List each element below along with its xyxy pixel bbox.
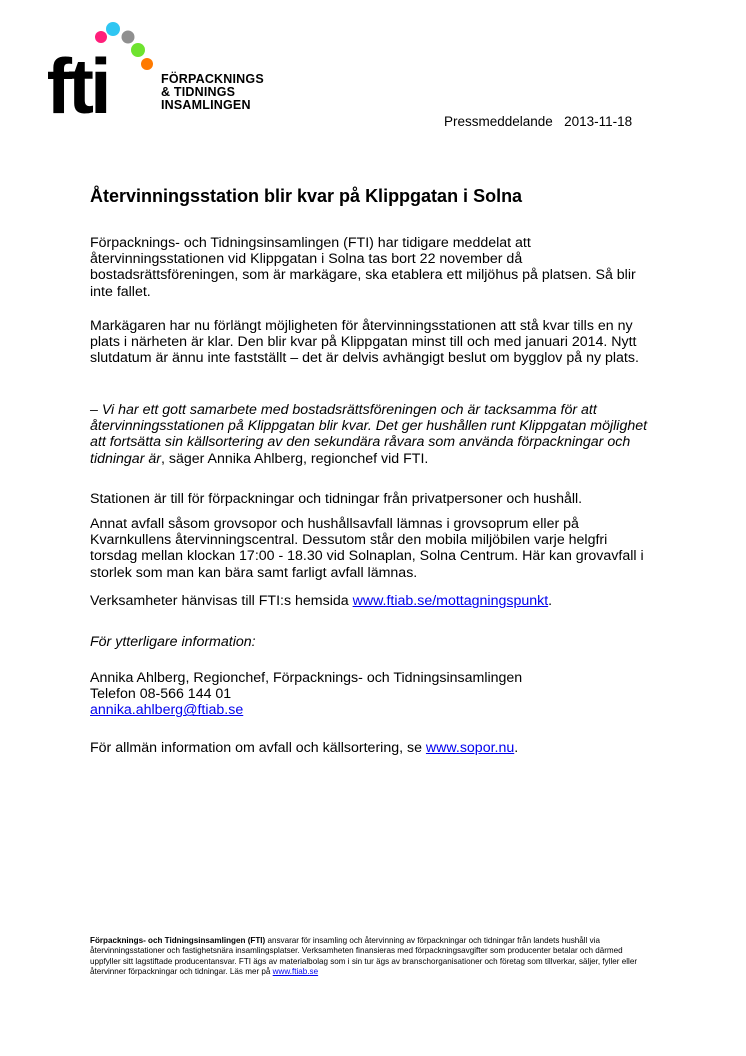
document-type: Pressmeddelande bbox=[444, 114, 553, 129]
brand-line-1: FÖRPACKNINGS bbox=[161, 72, 264, 86]
footer-about bbox=[90, 936, 650, 977]
logo-wordmark: fti bbox=[48, 42, 108, 120]
sopor-link[interactable]: www.sopor.nu bbox=[425, 740, 515, 756]
logo-dot-grey bbox=[122, 31, 135, 44]
brand-line-3: INSAMLINGEN bbox=[161, 98, 251, 112]
mottagningspunkt-link[interactable]: www.ftiab.se/mottagningspunkt bbox=[352, 593, 549, 609]
footer-org-name: Förpacknings- och Tidningsinsamlingen (FTI) bbox=[90, 936, 266, 945]
paragraph-quote bbox=[90, 402, 650, 467]
paragraph-businesses bbox=[90, 593, 650, 609]
logo-dot-orange bbox=[141, 58, 153, 70]
fti-logo-mark bbox=[48, 20, 168, 120]
quote-attribution: , säger Annika Ahlberg, regionchef vid FTI. bbox=[160, 450, 429, 467]
footer-text: ansvarar för insamling och återvinning av förpackningar och tidningar från landets hushåll via återvinningsstationer och fastighetsnära insamlingsplatser. Verksamheten finansieras med förpackningsavgifter som producenter betalar och därmed uppfyller sitt lagstiftade producentansvar. FTI ägs av materialbolag som i sin tur ägs av branschorganisationer och företag som tillverkar, säljer, fyller eller återvinner förpackningar och tidningar. Läs mer på bbox=[90, 936, 638, 976]
contact-email-link[interactable]: annika.ahlberg@ftiab.se bbox=[90, 702, 244, 719]
document-meta bbox=[444, 114, 632, 129]
paragraph-extension: Markägaren har nu förlängt möjligheten för återvinningsstationen att stå kvar tills en ny plats i närheten är klar. Den blir kvar på Klippgatan minst till och med januari 2014. Nytt slutdatum är ännu inte fastställt – det är delvis avhängigt beslut om bygglov på ny plats. bbox=[90, 318, 639, 367]
contact-name: Annika Ahlberg, Regionchef, Förpacknings- och Tidningsinsamlingen bbox=[90, 670, 523, 686]
more-info-heading: För ytterligare information: bbox=[90, 634, 256, 650]
paragraph-general-info bbox=[90, 740, 650, 756]
paragraph-station-purpose: Stationen är till för förpackningar och tidningar från privatpersoner och hushåll. bbox=[90, 491, 583, 507]
general-info-text: För allmän information om avfall och källsortering, se bbox=[90, 740, 426, 756]
brand-line-2: & TIDNINGS bbox=[161, 85, 236, 99]
footer-ftiab-link[interactable]: www.ftiab.se bbox=[272, 966, 319, 976]
contact-phone: Telefon 08-566 144 01 bbox=[90, 686, 232, 703]
contact-block bbox=[90, 670, 650, 719]
paragraph-other-waste: Annat avfall såsom grovsopor och hushållsavfall lämnas i grovsoprum eller på Kvarnkullens återvinningscentral. Dessutom står den mobila miljöbilen varje helgfri torsdag mellan klockan 17:00 - 18.30 vid Solnaplan, Solna Centrum. Här kan grovavfall i storlek som man kan bära samt farligt avfall lämnas. bbox=[90, 516, 644, 581]
paragraph-intro: Förpacknings- och Tidningsinsamlingen (FTI) har tidigare meddelat att återvinningsstationen vid Klippgatan i Solna tas bort 22 november då bostadsrättsföreningen, som är markägare, ska etablera ett miljöhus på platsen. Så blir inte fallet. bbox=[90, 235, 636, 300]
general-info-end: . bbox=[514, 740, 519, 756]
businesses-text: Verksamheter hänvisas till FTI:s hemsida bbox=[90, 593, 353, 609]
businesses-end: . bbox=[548, 593, 553, 609]
logo-dot-cyan bbox=[106, 22, 120, 36]
document-date: 2013-11-18 bbox=[564, 114, 633, 129]
quote-text: – Vi har ett gott samarbete med bostadsrättsföreningen och är tacksamma för att återvinningsstationen på Klippgatan blir kvar. Det ger hushållen runt Klippgatan möjlighet att fortsätta sin källsortering av den sekundära råvara som använda förpackningar och tidningar är bbox=[90, 402, 648, 467]
logo-dot-green bbox=[131, 43, 145, 57]
page-title: Återvinningsstation blir kvar på Klippgatan i Solna bbox=[90, 186, 523, 206]
